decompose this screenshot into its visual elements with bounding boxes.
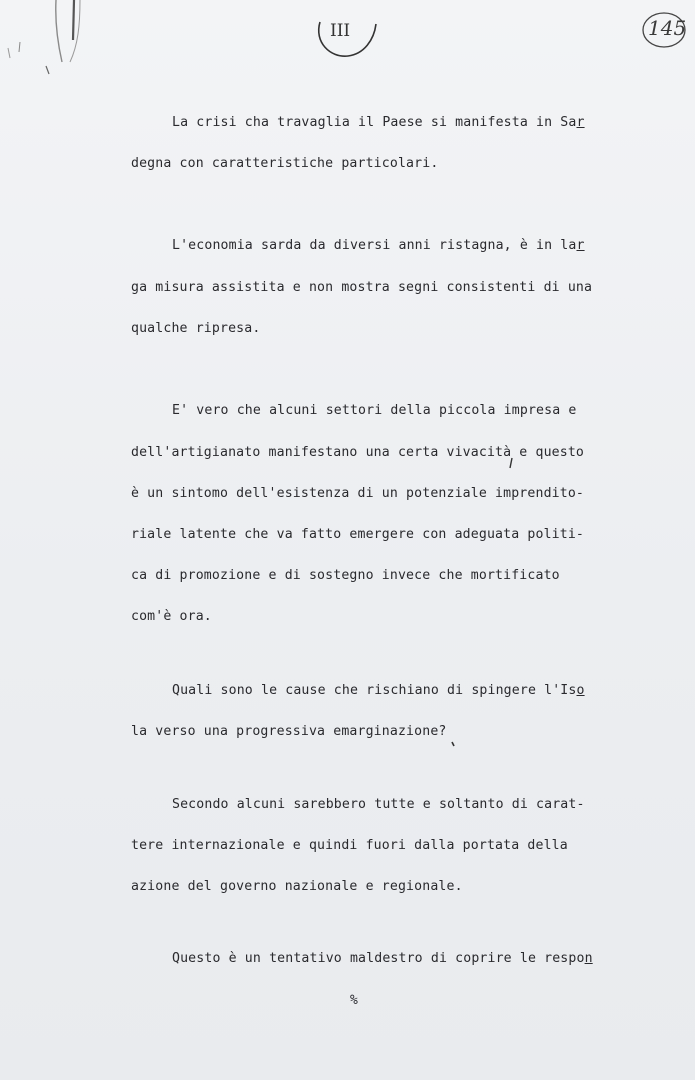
section-numeral: III xyxy=(330,21,351,41)
section-numeral-mark xyxy=(312,18,382,60)
page-number: 145 xyxy=(648,16,687,40)
text-line: riale latente che va fatto emergere con adeguata politi- xyxy=(131,527,585,542)
text-line: dell'artigianato manifestano una certa vivacità e questo xyxy=(131,445,585,460)
comma-mark-icon xyxy=(500,452,530,482)
text-line: qualche ripresa. xyxy=(131,321,261,336)
binding-marks xyxy=(0,0,90,80)
text-line: è un sintomo dell'esistenza di un potenziale imprendito- xyxy=(131,486,585,501)
text-line: E' vero che alcuni settori della piccola impresa e xyxy=(172,403,577,418)
text-line: ca di promozione e di sostegno invece che mortificato xyxy=(131,568,560,583)
text-line: tere internazionale e quindi fuori dalla portata della xyxy=(131,838,568,853)
continuation-mark: % xyxy=(350,993,358,1008)
text-line: la verso una progressiva emarginazione? xyxy=(131,724,447,739)
text-line: degna con caratteristiche particolari. xyxy=(131,156,439,171)
text-line: com'è ora. xyxy=(131,609,212,624)
text-line: ga misura assistita e non mostra segni consistenti di una xyxy=(131,280,593,295)
tick-mark-icon xyxy=(440,728,470,758)
text-line: L'economia sarda da diversi anni ristagna, è in lar xyxy=(172,238,585,253)
page-number-mark xyxy=(640,10,686,50)
text-line: Questo è un tentativo maldestro di coprire le respon xyxy=(172,951,593,966)
text-line: Quali sono le cause che rischiano di spingere l'Iso xyxy=(172,683,585,698)
text-line: Secondo alcuni sarebbero tutte e soltanto di carat- xyxy=(172,797,585,812)
text-line: azione del governo nazionale e regionale. xyxy=(131,879,463,894)
text-line: La crisi cha travaglia il Paese si manifesta in Sar xyxy=(172,115,585,130)
